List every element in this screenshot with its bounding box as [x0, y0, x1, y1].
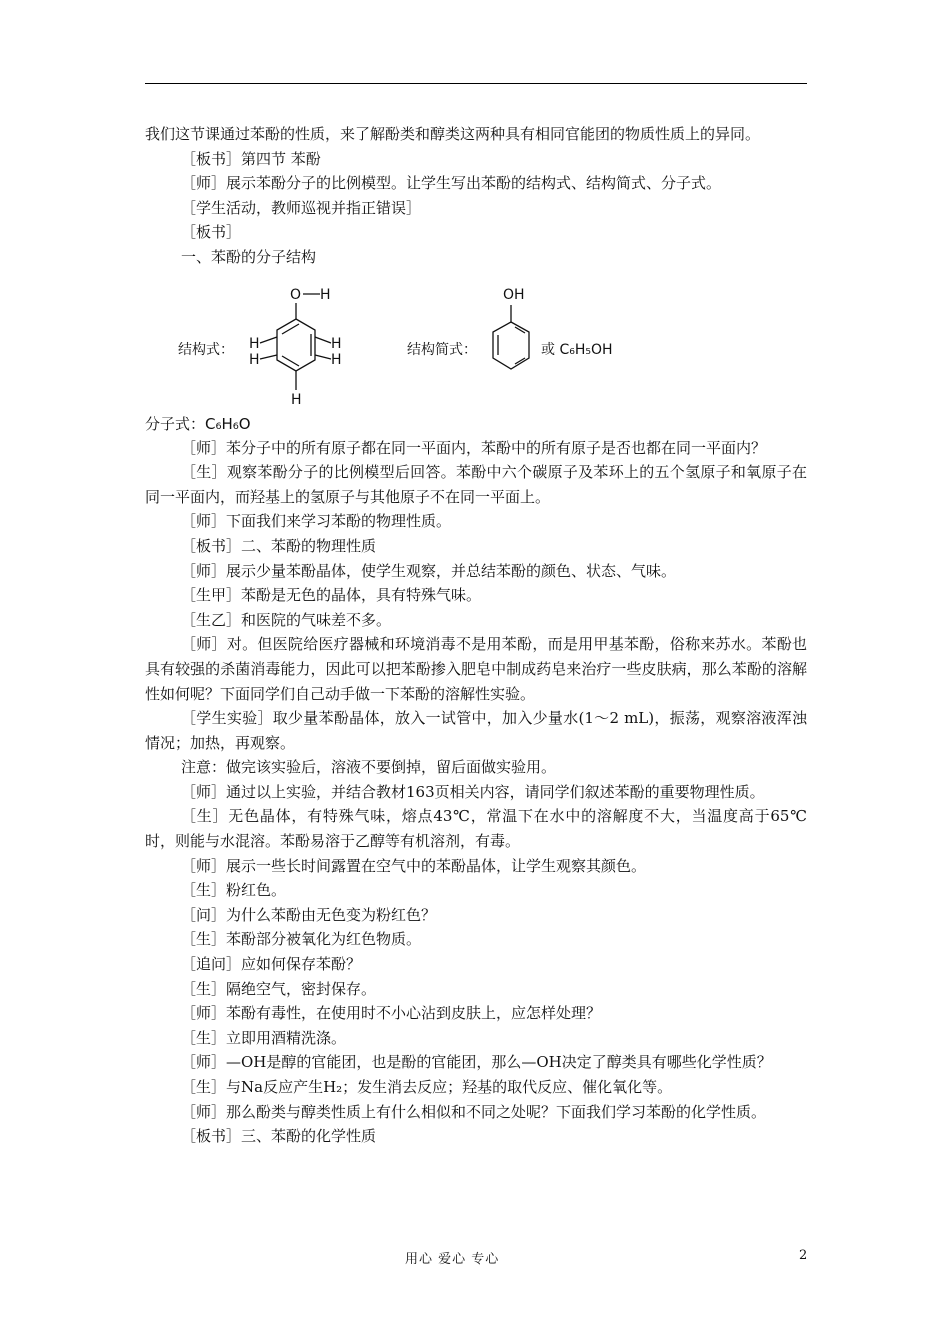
- paragraph: 注意：做完该实验后，溶液不要倒掉，留后面做实验用。: [181, 758, 557, 777]
- paragraph: ［生］与Na反应产生H₂；发生消去反应；羟基的取代反应、催化氧化等。: [181, 1078, 673, 1096]
- paragraph: ［板书］第四节 苯酚: [181, 149, 321, 168]
- paragraph: ［追问］应如何保存苯酚？: [181, 955, 362, 974]
- paragraph: ［师］对。但医院给医疗器械和环境消毒不是用苯酚，而是用甲基苯酚，俗称来苏水。苯酚也具有较强的杀菌消毒能力，因此可以把苯酚掺入肥皂中制成药皂来治疗一些皮肤病，那么苯酚的溶解性如何呢？下面同学们自己动手做一下苯酚的溶解性实验。: [145, 635, 807, 703]
- atom-h-right-2: H: [331, 351, 342, 368]
- molecular-formula: 分子式：C₆H₆O: [145, 414, 251, 433]
- atom-o: O: [290, 286, 302, 303]
- atom-h-right-1: H: [331, 335, 342, 352]
- paragraph: ［师］展示一些长时间露置在空气中的苯酚晶体，让学生观察其颜色。: [181, 856, 647, 875]
- paragraph: ［师］—OH是醇的官能团，也是酚的官能团，那么—OH决定了醇类具有哪些化学性质？: [181, 1053, 772, 1072]
- paragraph: ［生］苯酚部分被氧化为红色物质。: [181, 930, 422, 949]
- paragraph: ［生乙］和医院的气味差不多。: [181, 610, 392, 629]
- paragraph: ［板书］三、苯酚的化学性质: [181, 1127, 377, 1146]
- paragraph: ［生甲］苯酚是无色的晶体，具有特殊气味。: [181, 586, 482, 605]
- paragraph: ［师］下面我们来学习苯酚的物理性质。: [181, 512, 452, 531]
- paragraph: 我们这节课通过苯酚的性质，来了解酚类和醇类这两种具有相同官能团的物质性质上的异同。: [145, 125, 761, 143]
- paragraph: ［师］那么酚类与醇类性质上有什么相似和不同之处呢？下面我们学习苯酚的化学性质。: [181, 1102, 767, 1121]
- paragraph: ［生］无色晶体，有特殊气味，熔点43℃，常温下在水中的溶解度不大，当温度高于65℃时，则能与水混溶。苯酚易溶于乙醇等有机溶剂，有毒。: [145, 807, 807, 851]
- document-body: [145, 122, 807, 1149]
- paragraph: ［板书］二、苯酚的物理性质: [181, 536, 377, 555]
- paragraph: ［板书］: [181, 223, 242, 242]
- paragraph: ［生］粉红色。: [181, 881, 287, 900]
- footer-motto: 用心 爱心 专心: [405, 1252, 500, 1267]
- condensed-formula: 或 C₆H₅OH: [541, 341, 613, 358]
- atom-h-left-2: H: [249, 351, 260, 368]
- hydroxyl-label: OH: [503, 286, 525, 303]
- paragraph: ［问］为什么苯酚由无色变为粉红色？: [181, 905, 437, 924]
- atom-h-bottom: H: [291, 391, 302, 408]
- page-number: 2: [799, 1248, 808, 1263]
- paragraph: ［师］苯酚有毒性，在使用时不小心沾到皮肤上，应怎样处理？: [181, 1004, 602, 1023]
- paragraph: ［师］苯分子中的所有原子都在同一平面内，苯酚中的所有原子是否也都在同一平面内？: [181, 438, 767, 457]
- phenol-structure-diagram: [145, 272, 807, 412]
- paragraph: ［师］通过以上实验，并结合教材163页相关内容，请同学们叙述苯酚的重要物理性质。: [181, 782, 765, 801]
- paragraph: ［生］立即用酒精洗涤。: [181, 1028, 347, 1047]
- paragraph: ［生］观察苯酚分子的比例模型后回答。苯酚中六个碳原子及苯环上的五个氢原子和氧原子在同一平面内，而羟基上的氢原子与其他原子不在同一平面上。: [145, 463, 807, 506]
- structural-formula-label: 结构式：: [178, 341, 234, 358]
- paragraph: ［生］隔绝空气，密封保存。: [181, 979, 377, 998]
- atom-h-left-1: H: [249, 335, 260, 352]
- atom-h-top: H: [320, 286, 331, 303]
- simplified-formula-label: 结构简式：: [407, 341, 477, 358]
- paragraph: ［师］展示苯酚分子的比例模型。让学生写出苯酚的结构式、结构简式、分子式。: [181, 174, 722, 193]
- paragraph: ［学生实验］取少量苯酚晶体，放入一试管中，加入少量水(1～2 mL)，振荡，观察溶液浑浊情况；加热，再观察。: [145, 709, 807, 752]
- phenol-structure-figure: [145, 272, 807, 412]
- paragraph: ［学生活动，教师巡视并指正错误］: [181, 198, 422, 217]
- paragraph: ［师］展示少量苯酚晶体，使学生观察，并总结苯酚的颜色、状态、气味。: [181, 561, 677, 580]
- header-rule: [145, 83, 807, 84]
- section-heading: 一、苯酚的分子结构: [181, 247, 317, 266]
